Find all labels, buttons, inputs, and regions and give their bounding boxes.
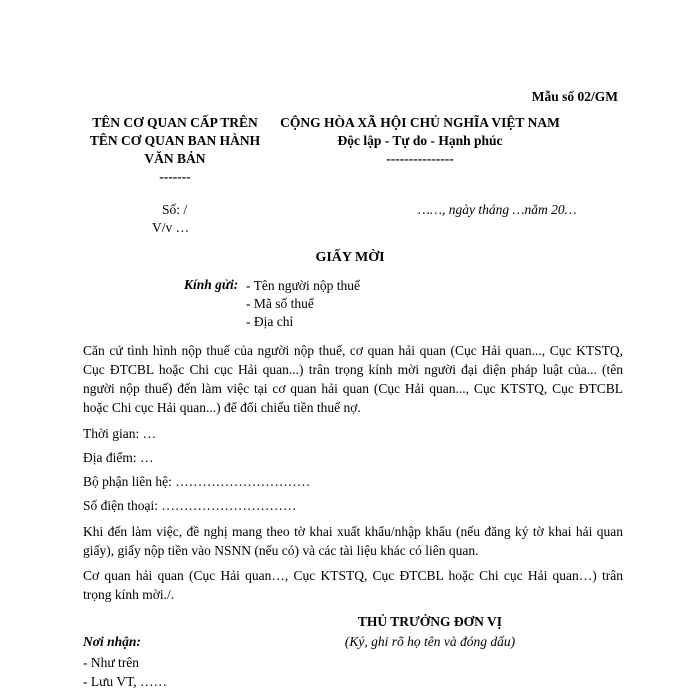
signature-title: THỦ TRƯỞNG ĐƠN VỊ (357, 614, 503, 629)
issuing-agency-name-cont: VĂN BẢN (144, 151, 206, 166)
parent-agency-name: TÊN CƠ QUAN CẤP TRÊN (92, 115, 258, 130)
issuing-agency-name: TÊN CƠ QUAN BAN HÀNH (89, 133, 261, 148)
body-paragraph-2: Khi đến làm việc, đề nghị mang theo tờ khai xuất khẩu/nhập khẩu (nếu đăng ký tờ khai hải quan giấy), giấy nộp tiền vào NSNN (nếu có) và các tài liệu khác có liên quan. (83, 524, 623, 558)
signature-note: (Ký, ghi rõ họ tên và đóng dấu) (344, 634, 516, 649)
recipient-item: - Mã số thuế (246, 296, 314, 311)
issuing-agency-block (70, 114, 280, 186)
form-code: Mẫu số 02/GM (531, 89, 618, 104)
body-paragraph-1: Căn cứ tình hình nộp thuế của người nộp thuế, cơ quan hải quan (Cục Hải quan..., Cục KTSTQ, Cục ĐTCBL hoặc Chi cục Hải quan...) trân trọng kính mời người đại diện pháp luật của... (tên người nộp thuế) đến làm việc tại cơ quan hải quan (Cục Hải quan..., Cục KTSTQ, Cục ĐTCBL hoặc Chi cục Hải quan...) để đối chiếu tiền thuế nợ. (83, 343, 623, 415)
contact-department: Bộ phận liên hệ: ………………………… (83, 474, 311, 489)
cc-label: Nơi nhận: (83, 634, 141, 649)
national-header-block (270, 114, 570, 168)
recipient-item: - Địa chỉ (246, 314, 294, 329)
header-right-divider: --------------- (386, 151, 454, 166)
body-paragraph-3: Cơ quan hải quan (Cục Hải quan…, Cục KTSTQ, Cục ĐTCBL hoặc Chi cục Hải quan…) trân trọng kính mời./. (83, 568, 623, 602)
document-number: Số: / (162, 202, 188, 217)
cc-item: - Như trên (83, 655, 140, 670)
document-title: GIẤY MỜI (315, 250, 385, 265)
meeting-location: Địa điểm: … (83, 450, 154, 465)
national-motto: Độc lập - Tự do - Hạnh phúc (337, 133, 503, 148)
header-left-divider: ------- (159, 169, 191, 184)
recipient-list (246, 277, 360, 331)
cc-item: - Lưu VT, …… (83, 674, 168, 689)
cc-list (83, 653, 167, 691)
national-title: CỘNG HÒA XÃ HỘI CHỦ NGHĨA VIỆT NAM (280, 115, 560, 130)
meeting-time: Thời gian: … (83, 426, 157, 441)
date-line: ……, ngày tháng …năm 20… (418, 202, 577, 217)
recipient-item: - Tên người nộp thuế (246, 278, 360, 293)
recipient-label: Kính gửi: (184, 277, 239, 292)
contact-phone: Số điện thoại: ………………………… (83, 498, 297, 513)
document-subject: V/v … (152, 220, 190, 235)
